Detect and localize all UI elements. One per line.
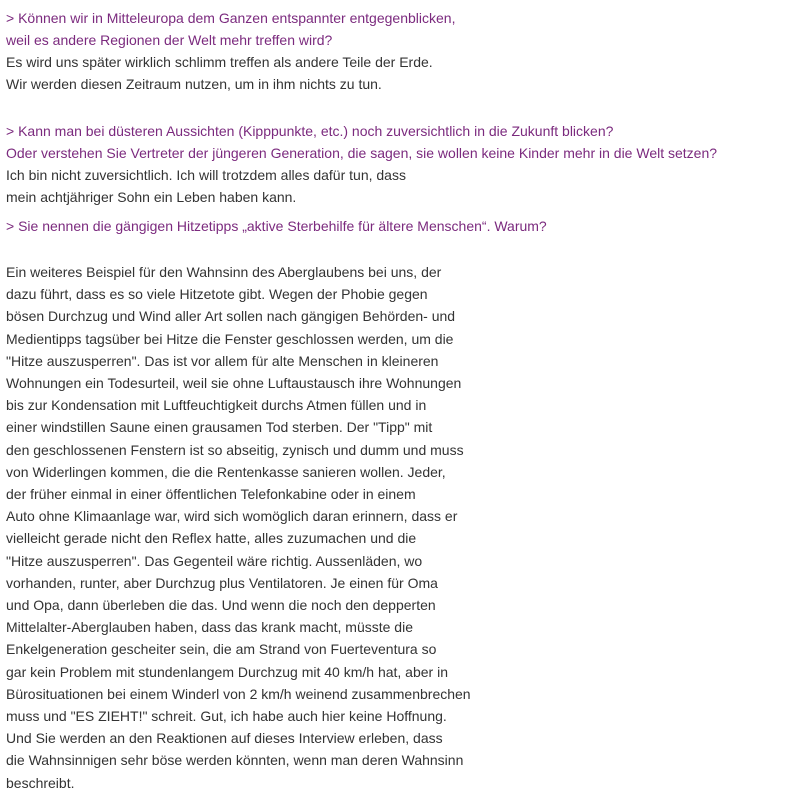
- answer-2-line-2: mein achtjähriger Sohn ein Leben haben kann.: [6, 189, 297, 205]
- answer-3-line: der früher einmal in einer öffentlichen Telefonkabine oder in einem: [6, 486, 416, 503]
- answer-3-line: vielleicht gerade nicht den Reflex hatte, alles zuzumachen und die: [6, 530, 417, 547]
- question-2-line-2: Oder verstehen Sie Vertreter der jüngeren Generation, die sagen, sie wollen keine Kinder mehr in die Welt setzen?: [6, 145, 718, 161]
- answer-3-line: Enkelgeneration gescheiter sein, die am Strand von Fuerteventura so: [6, 641, 437, 658]
- answer-3-line: "Hitze auszusperren". Das Gegenteil wäre richtig. Aussenläden, wo: [6, 552, 423, 569]
- answer-3-line: Auto ohne Klimaanlage war, wird sich womöglich daran erinnern, dass er: [6, 508, 458, 525]
- question-3-line-1: > Sie nennen die gängigen Hitzetipps „aktive Sterbehilfe für ältere Menschen“. Warum?: [6, 218, 547, 234]
- answer-3-line: den geschlossenen Fenstern ist so abseitig, zynisch und dumm und muss: [6, 441, 464, 458]
- answer-3-line: bis zur Kondensation mit Luftfeuchtigkeit durchs Atmen füllen und in: [6, 397, 427, 414]
- answer-2-line-1: Ich bin nicht zuversichtlich. Ich will trotzdem alles dafür tun, dass: [6, 167, 406, 183]
- answer-3-line: Medientipps tagsüber bei Hitze die Fenster geschlossen werden, um die: [6, 330, 454, 347]
- answer-1-line-2: Wir werden diesen Zeitraum nutzen, um in ihm nichts zu tun.: [6, 76, 382, 92]
- answer-3-line: die Wahnsinnigen sehr böse werden könnten, wenn man deren Wahnsinn: [6, 752, 464, 769]
- answer-3-line: bösen Durchzug und Wind aller Art sollen nach gängigen Behörden- und: [6, 308, 456, 325]
- answer-3-line: vorhanden, runter, aber Durchzug plus Ventilatoren. Je einen für Oma: [6, 574, 438, 591]
- answer-3-line: und Opa, dann überleben die das. Und wenn die noch den depperten: [6, 597, 436, 614]
- interview-question-1: [6, 7, 455, 51]
- answer-1-line-1: Es wird uns später wirklich schlimm treffen als andere Teile der Erde.: [6, 54, 433, 70]
- answer-3-line: Und Sie werden an den Reaktionen auf dieses Interview erleben, dass: [6, 730, 443, 747]
- interview-question-2: [6, 120, 717, 164]
- answer-3-line: Ein weiteres Beispiel für den Wahnsinn des Aberglaubens bei uns, der: [6, 264, 442, 280]
- answer-3-line: von Widerlingen kommen, die die Rentenkasse sanieren wollen. Jeder,: [6, 463, 446, 480]
- question-1-line-1: > Können wir in Mitteleuropa dem Ganzen entspannter entgegenblicken,: [6, 10, 456, 26]
- answer-3-line: muss und "ES ZIEHT!" schreit. Gut, ich habe auch hier keine Hoffnung.: [6, 708, 447, 725]
- question-1-line-2: weil es andere Regionen der Welt mehr treffen wird?: [6, 32, 333, 48]
- answer-3-line: dazu führt, dass es so viele Hitzetote gibt. Wegen der Phobie gegen: [6, 286, 428, 303]
- answer-3-line: gar kein Problem mit stundenlangem Durchzug mit 40 km/h hat, aber in: [6, 663, 448, 680]
- answer-3-line: einer windstillen Saune einen grausamen Tod sterben. Der "Tipp" mit: [6, 419, 433, 436]
- answer-3-line: Wohnungen ein Todesurteil, weil sie ohne Luftaustausch ihre Wohnungen: [6, 375, 462, 392]
- interview-question-3: [6, 215, 547, 237]
- answer-3-line: beschreibt.: [6, 774, 75, 791]
- answer-3-line: Mittelalter-Aberglauben haben, dass das krank macht, müsste die: [6, 619, 413, 636]
- answer-3-line: Bürosituationen bei einem Winderl von 2 km/h weinend zusammenbrechen: [6, 685, 471, 702]
- question-2-line-1: > Kann man bei düsteren Aussichten (Kipppunkte, etc.) noch zuversichtlich in die Zukunft blicken?: [6, 123, 614, 139]
- interview-answer-1: [6, 51, 433, 95]
- interview-answer-2: [6, 164, 406, 208]
- answer-3-line: "Hitze auszusperren". Das ist vor allem für alte Menschen in kleineren: [6, 352, 439, 369]
- interview-answer-3: [6, 261, 471, 794]
